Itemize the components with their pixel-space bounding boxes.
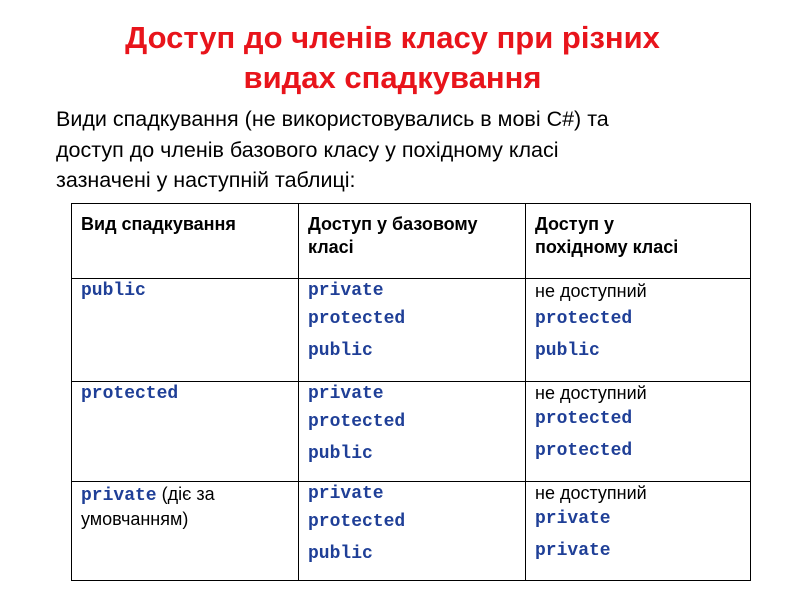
kind-keyword: private xyxy=(81,486,157,506)
kind-keyword: protected xyxy=(81,384,179,404)
access-keyword: protected xyxy=(535,409,633,429)
access-keyword: protected xyxy=(535,440,633,461)
cell-base xyxy=(299,482,526,581)
not-accessible-label: не доступний xyxy=(535,483,647,503)
intro-paragraph xyxy=(56,104,776,196)
cell-kind xyxy=(72,482,299,581)
access-keyword: protected xyxy=(308,512,406,532)
slide-title xyxy=(0,18,785,98)
table-row xyxy=(72,482,751,581)
access-keyword: private xyxy=(535,509,611,529)
header-label: Доступ у базовому xyxy=(308,214,478,234)
access-keyword: public xyxy=(308,340,373,361)
header-derived-access xyxy=(526,204,751,279)
title-line-2: видах спадкування xyxy=(243,60,542,95)
cell-kind xyxy=(72,382,299,482)
cell-base xyxy=(299,382,526,482)
header-label: Вид спадкування xyxy=(81,214,236,234)
header-label: Доступ у xyxy=(535,214,614,234)
kind-keyword: public xyxy=(81,281,146,301)
table-row xyxy=(72,382,751,482)
not-accessible-label: не доступний xyxy=(535,281,647,301)
access-keyword: public xyxy=(308,543,373,564)
access-keyword: public xyxy=(308,443,373,464)
header-label: класі xyxy=(308,237,354,257)
header-inheritance-kind xyxy=(72,204,299,279)
intro-line-2: доступ до членів базового класу у похідному класі xyxy=(56,137,559,162)
access-keyword: public xyxy=(535,340,600,361)
access-keyword: protected xyxy=(535,309,633,329)
cell-kind xyxy=(72,279,299,382)
default-note: (діє за xyxy=(161,484,215,504)
access-keyword: protected xyxy=(308,309,406,329)
access-keyword: private xyxy=(535,540,611,561)
access-keyword: private xyxy=(308,281,384,301)
header-base-access xyxy=(299,204,526,279)
table-header-row xyxy=(72,204,751,279)
cell-derived xyxy=(526,382,751,482)
table-row xyxy=(72,279,751,382)
access-keyword: private xyxy=(308,384,384,404)
intro-line-3: зазначені у наступній таблиці: xyxy=(56,168,356,192)
cell-derived xyxy=(526,482,751,581)
header-label: похідному класі xyxy=(535,237,679,257)
access-keyword: private xyxy=(308,484,384,504)
access-keyword: protected xyxy=(308,412,406,432)
cell-derived xyxy=(526,279,751,382)
intro-line-1: Види спадкування (не використовувались в мові C#) та xyxy=(56,107,609,131)
title-line-1: Доступ до членів класу при різних xyxy=(125,20,660,55)
inheritance-access-table xyxy=(71,203,751,581)
default-note: умовчанням) xyxy=(81,509,189,529)
not-accessible-label: не доступний xyxy=(535,383,647,403)
kind-line xyxy=(81,482,298,507)
cell-base xyxy=(299,279,526,382)
